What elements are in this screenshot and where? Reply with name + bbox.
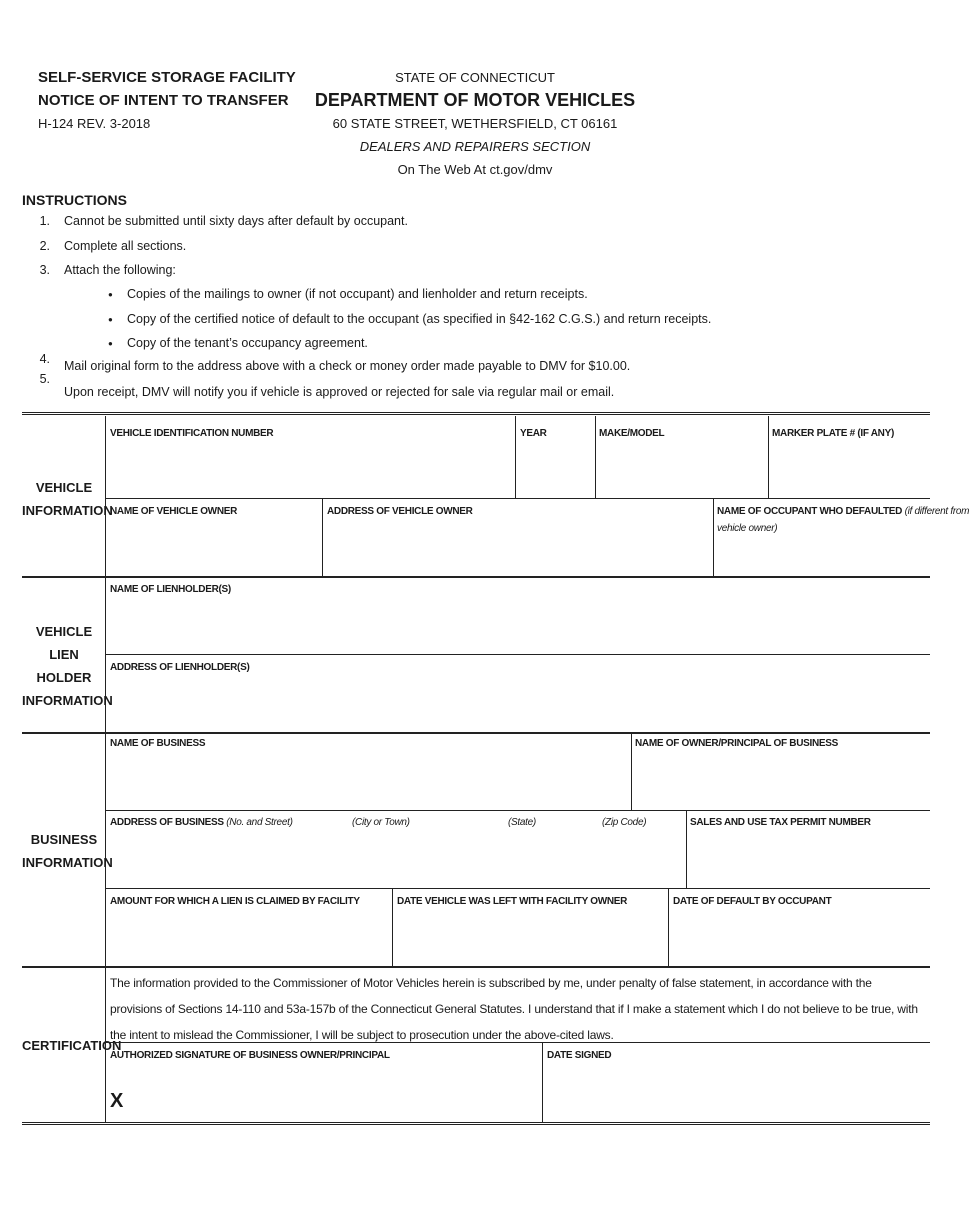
bullet-icon: ●	[108, 315, 113, 324]
agency-web: On The Web At ct.gov/dmv	[397, 162, 553, 177]
form-revision: H-124 REV. 3-2018	[38, 116, 151, 131]
lienholder-address-field[interactable]	[106, 676, 929, 730]
lienholder-address-label: ADDRESS OF LIENHOLDER(S)	[110, 662, 250, 673]
make-model-field[interactable]	[596, 442, 767, 496]
form-title-line-1: SELF-SERVICE STORAGE FACILITY	[38, 69, 296, 86]
owner-address-field[interactable]	[323, 520, 712, 574]
bullet-icon: ●	[108, 290, 113, 299]
vin-label: VEHICLE IDENTIFICATION NUMBER	[110, 428, 274, 439]
occupant-note: vehicle owner)	[717, 523, 778, 534]
agency-section: DEALERS AND REPAIRERS SECTION	[359, 139, 591, 154]
instructions-list: 1. Cannot be submitted until sixty days after default by occupant. 2. Complete all sections. 3. Attach the following: ● Copies of the mailings to owner (if not occupant) and lienholder and return receipts. ● Copy of the certified notice of default to the occupant (as specified in §42-162 C.G.S.) and return receipts. ● Copy of the tenant’s occupancy agreement. 4. Mail original form to the address above with a check or money order made payable to DMV for $10.00. 5. Upon receipt, DMV will notify you if vehicle is approved or rejected for sale via regular mail or email.	[39, 214, 712, 399]
section-divider	[22, 576, 930, 578]
table-top-rule	[22, 412, 930, 415]
department-name: DEPARTMENT OF MOTOR VEHICLES	[314, 90, 636, 110]
business-name-label: NAME OF BUSINESS	[110, 738, 206, 749]
street-hint: (No. and Street)	[226, 817, 293, 828]
principal-name-label: NAME OF OWNER/PRINCIPAL OF BUSINESS	[635, 738, 839, 749]
certification-statement: The information provided to the Commissioner of Motor Vehicles herein is subscribed by me, under penalty of false statement, in accordance with the provisions of Sections 14-110 and 53a-157b of the Connecticut General Statutes. I understand that if I make a statement which I do not believe to be true, with the intent to mislead the Commissioner, I will be subject to prosecution under the above-cited laws.	[110, 976, 918, 1042]
date-signed-label: DATE SIGNED	[547, 1050, 612, 1061]
marker-plate-field[interactable]	[769, 442, 929, 496]
vin-field[interactable]	[106, 442, 514, 496]
year-field[interactable]	[516, 442, 594, 496]
row-divider	[105, 498, 930, 499]
make-model-label: MAKE/MODEL	[599, 428, 665, 439]
lien-amount-label: AMOUNT FOR WHICH A LIEN IS CLAIMED BY FACILITY	[110, 896, 360, 907]
owner-name-label: NAME OF VEHICLE OWNER	[110, 506, 238, 517]
date-default-field[interactable]	[669, 910, 929, 964]
tax-permit-label: SALES AND USE TAX PERMIT NUMBER	[690, 817, 871, 828]
section-divider	[22, 966, 930, 968]
business-name-field[interactable]	[106, 752, 630, 808]
row-divider	[105, 810, 930, 811]
signature-label: AUTHORIZED SIGNATURE OF BUSINESS OWNER/PRINCIPAL	[110, 1050, 390, 1061]
date-left-field[interactable]	[393, 910, 667, 964]
row-divider	[105, 888, 930, 889]
principal-name-field[interactable]	[632, 752, 929, 808]
date-left-label: DATE VEHICLE WAS LEFT WITH FACILITY OWNER	[397, 896, 628, 907]
row-divider	[105, 1042, 930, 1043]
state-hint: (State)	[508, 817, 536, 828]
date-default-label: DATE OF DEFAULT BY OCCUPANT	[673, 896, 832, 907]
form-title-block	[38, 66, 296, 135]
form-title-line-2: NOTICE OF INTENT TO TRANSFER	[38, 92, 289, 109]
section-label-certification: CERTIFICATION	[22, 1038, 122, 1053]
state-name: STATE OF CONNECTICUT	[395, 70, 555, 85]
occupant-name-field[interactable]	[714, 540, 929, 574]
table-bottom-rule	[22, 1122, 930, 1125]
lien-amount-field[interactable]	[106, 910, 391, 964]
occupant-name-label: NAME OF OCCUPANT WHO DEFAULTED (if different from	[717, 506, 969, 517]
zip-hint: (Zip Code)	[602, 817, 647, 828]
marker-plate-label: MARKER PLATE # (IF ANY)	[772, 428, 894, 439]
signature-field[interactable]	[130, 1064, 540, 1120]
bullet-icon: ●	[108, 339, 113, 348]
agency-block	[300, 66, 650, 181]
city-hint: (City or Town)	[352, 817, 410, 828]
business-address-field[interactable]	[106, 832, 685, 886]
business-address-label: ADDRESS OF BUSINESS (No. and Street)	[110, 817, 293, 828]
section-divider	[22, 732, 930, 734]
section-label-business: BUSINESS INFORMATION	[22, 832, 113, 870]
lienholder-name-label: NAME OF LIENHOLDER(S)	[110, 584, 231, 595]
owner-address-label: ADDRESS OF VEHICLE OWNER	[327, 506, 473, 517]
section-label-vehicle: VEHICLE INFORMATION	[22, 480, 113, 518]
section-label-lienholder: VEHICLE LIEN HOLDER INFORMATION	[22, 624, 113, 708]
date-signed-field[interactable]	[543, 1064, 929, 1120]
lienholder-name-field[interactable]	[106, 598, 929, 652]
row-divider	[105, 654, 930, 655]
tax-permit-field[interactable]	[687, 832, 929, 886]
year-label: YEAR	[520, 428, 547, 439]
signature-mark: X	[110, 1090, 124, 1112]
instructions-title: INSTRUCTIONS	[22, 192, 127, 208]
agency-address: 60 STATE STREET, WETHERSFIELD, CT 06161	[332, 116, 618, 131]
owner-name-field[interactable]	[106, 520, 321, 574]
